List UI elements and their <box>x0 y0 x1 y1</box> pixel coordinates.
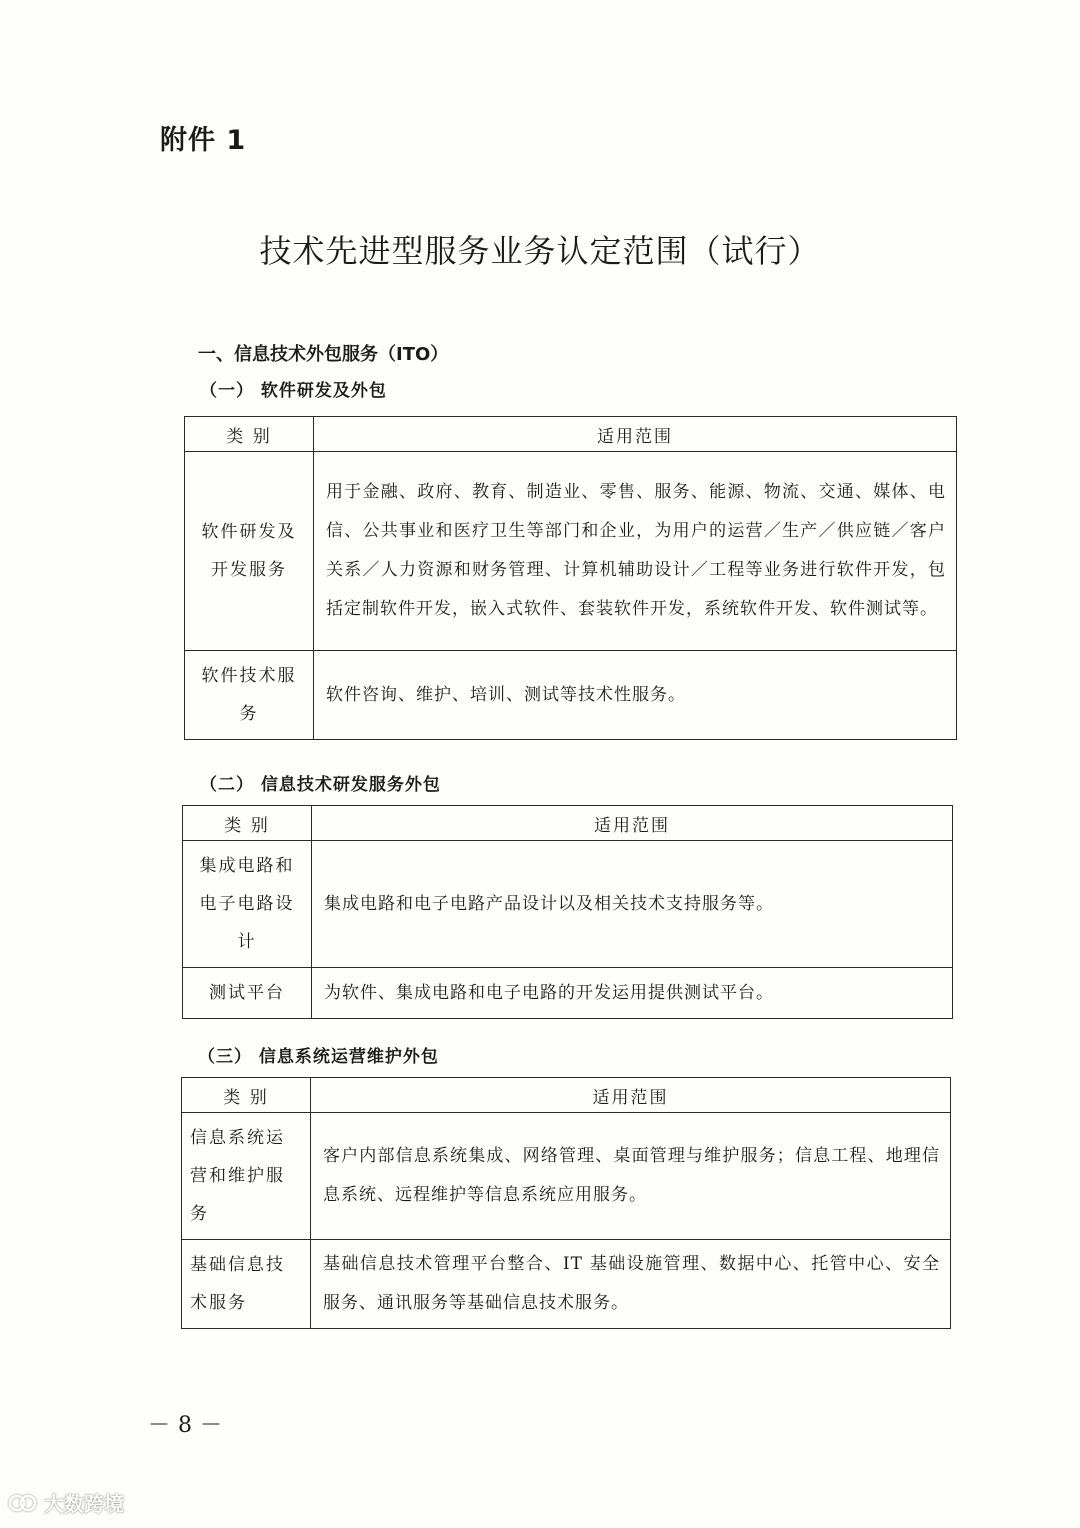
table-header-row <box>183 806 953 841</box>
document-title: 技术先进型服务业务认定范围（试行） <box>259 232 821 270</box>
page-number: －8－ <box>148 1413 230 1438</box>
table-row <box>185 452 957 651</box>
table-row <box>182 1240 951 1329</box>
table-header-row <box>185 417 957 452</box>
category-cell: 集成电路和电子电路设计 <box>183 841 312 968</box>
scope-cell: 集成电路和电子电路产品设计以及相关技术支持服务等。 <box>312 841 953 968</box>
scope-cell: 用于金融、政府、教育、制造业、零售、服务、能源、物流、交通、媒体、电信、公共事业和医疗卫生等部门和企业，为用户的运营／生产／供应链／客户关系／人力资源和财务管理、计算机辅助设计／工程等业务进行软件开发，包括定制软件开发，嵌入式软件、套装软件开发，系统软件开发、软件测试等。 <box>314 452 957 651</box>
header-category: 类 别 <box>183 806 312 841</box>
table-header-row <box>182 1078 951 1113</box>
scope-cell: 基础信息技术管理平台整合、IT 基础设施管理、数据中心、托管中心、安全服务、通讯服务等基础信息技术服务。 <box>311 1240 951 1329</box>
table-row <box>183 841 953 968</box>
scope-cell: 软件咨询、维护、培训、测试等技术性服务。 <box>314 651 957 740</box>
table-it-rd-outsourcing <box>182 805 953 1019</box>
watermark-logo-icon <box>8 1491 38 1515</box>
attachment-label: 附件 1 <box>160 125 247 156</box>
category-cell: 测试平台 <box>183 968 312 1019</box>
subsection-heading-it-rd: （二） 信息技术研发服务外包 <box>200 775 441 795</box>
category-cell: 软件研发及开发服务 <box>185 452 314 651</box>
table-row <box>185 651 957 740</box>
category-cell: 基础信息技术服务 <box>182 1240 311 1329</box>
subsection-heading-operations: （三） 信息系统运营维护外包 <box>198 1047 439 1067</box>
table-software-outsourcing <box>184 416 957 740</box>
category-cell: 信息系统运营和维护服务 <box>182 1113 311 1240</box>
table-row <box>183 968 953 1019</box>
table-operations-outsourcing <box>181 1077 951 1329</box>
scope-cell: 为软件、集成电路和电子电路的开发运用提供测试平台。 <box>312 968 953 1019</box>
category-cell: 软件技术服务 <box>185 651 314 740</box>
header-scope: 适用范围 <box>314 417 957 452</box>
table-row <box>182 1113 951 1240</box>
scope-cell: 客户内部信息系统集成、网络管理、桌面管理与维护服务；信息工程、地理信息系统、远程维护等信息系统应用服务。 <box>311 1113 951 1240</box>
section-heading-ito: 一、信息技术外包服务（ITO） <box>198 344 449 365</box>
subsection-heading-software: （一） 软件研发及外包 <box>200 381 387 401</box>
watermark-text: 大数跨境 <box>44 1492 124 1516</box>
header-scope: 适用范围 <box>311 1078 951 1113</box>
header-category: 类 别 <box>182 1078 311 1113</box>
header-category: 类 别 <box>185 417 314 452</box>
header-scope: 适用范围 <box>312 806 953 841</box>
watermark <box>8 1488 124 1517</box>
